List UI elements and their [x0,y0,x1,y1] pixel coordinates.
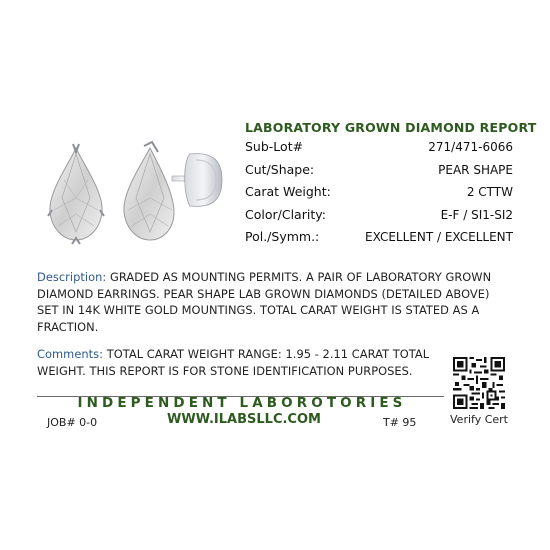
spec-label: Sub-Lot# [245,139,304,154]
right-earring [124,142,222,240]
spec-row-carat-weight [245,184,513,207]
spec-row-color-clarity [245,207,513,230]
spec-label: Color/Clarity: [245,206,326,222]
website-link[interactable]: WWW.ILABSLLC.COM [167,412,321,427]
description-text: GRADED AS MOUNTING PERMITS. A PAIR OF LABORATORY GROWN DIAMOND EARRINGS. PEAR SHAPE LAB GROWN DIAMONDS (DETAILED ABOVE) SET IN 14K WHITE GOLD MOUNTINGS. TOTAL CARAT WEIGHT IS STATED AS A FRACTION. [37,270,492,334]
qr-code-icon[interactable] [453,357,505,409]
company-name: INDEPENDENT LABOROTORIES [77,395,407,411]
left-earring [48,144,104,244]
spec-table [245,139,513,252]
t-number: T# 95 [383,416,417,429]
spec-value: PEAR SHAPE [438,162,513,177]
description-label: Description: [37,270,107,284]
job-number: JOB# 0-0 [47,416,98,429]
spec-value: 271/471-6066 [428,140,513,154]
spec-value: 2 CTTW [466,185,513,200]
description-paragraph [37,269,507,335]
comments-text: TOTAL CARAT WEIGHT RANGE: 1.95 - 2.11 CARAT TOTAL WEIGHT. THIS REPORT IS FOR STONE IDENTIFICATION PURPOSES. [37,347,430,378]
spec-value: E-F / SI1-SI2 [440,207,513,222]
spec-label: Cut/Shape: [245,161,315,177]
comments-label: Comments: [37,347,104,361]
report-title: LABORATORY GROWN DIAMOND REPORT [245,120,537,135]
spec-label: Carat Weight: [245,184,331,200]
spec-value: EXCELLENT / EXCELLENT [365,230,513,245]
comments-paragraph [37,346,437,379]
verify-cert-link[interactable]: Verify Cert [450,413,508,426]
pear-diamond-earrings-image [40,140,230,250]
spec-row-cut-shape [245,162,513,185]
spec-label: Pol./Symm.: [245,229,320,245]
spec-row-sublot [245,139,513,162]
spec-row-polish-symmetry [245,229,513,252]
